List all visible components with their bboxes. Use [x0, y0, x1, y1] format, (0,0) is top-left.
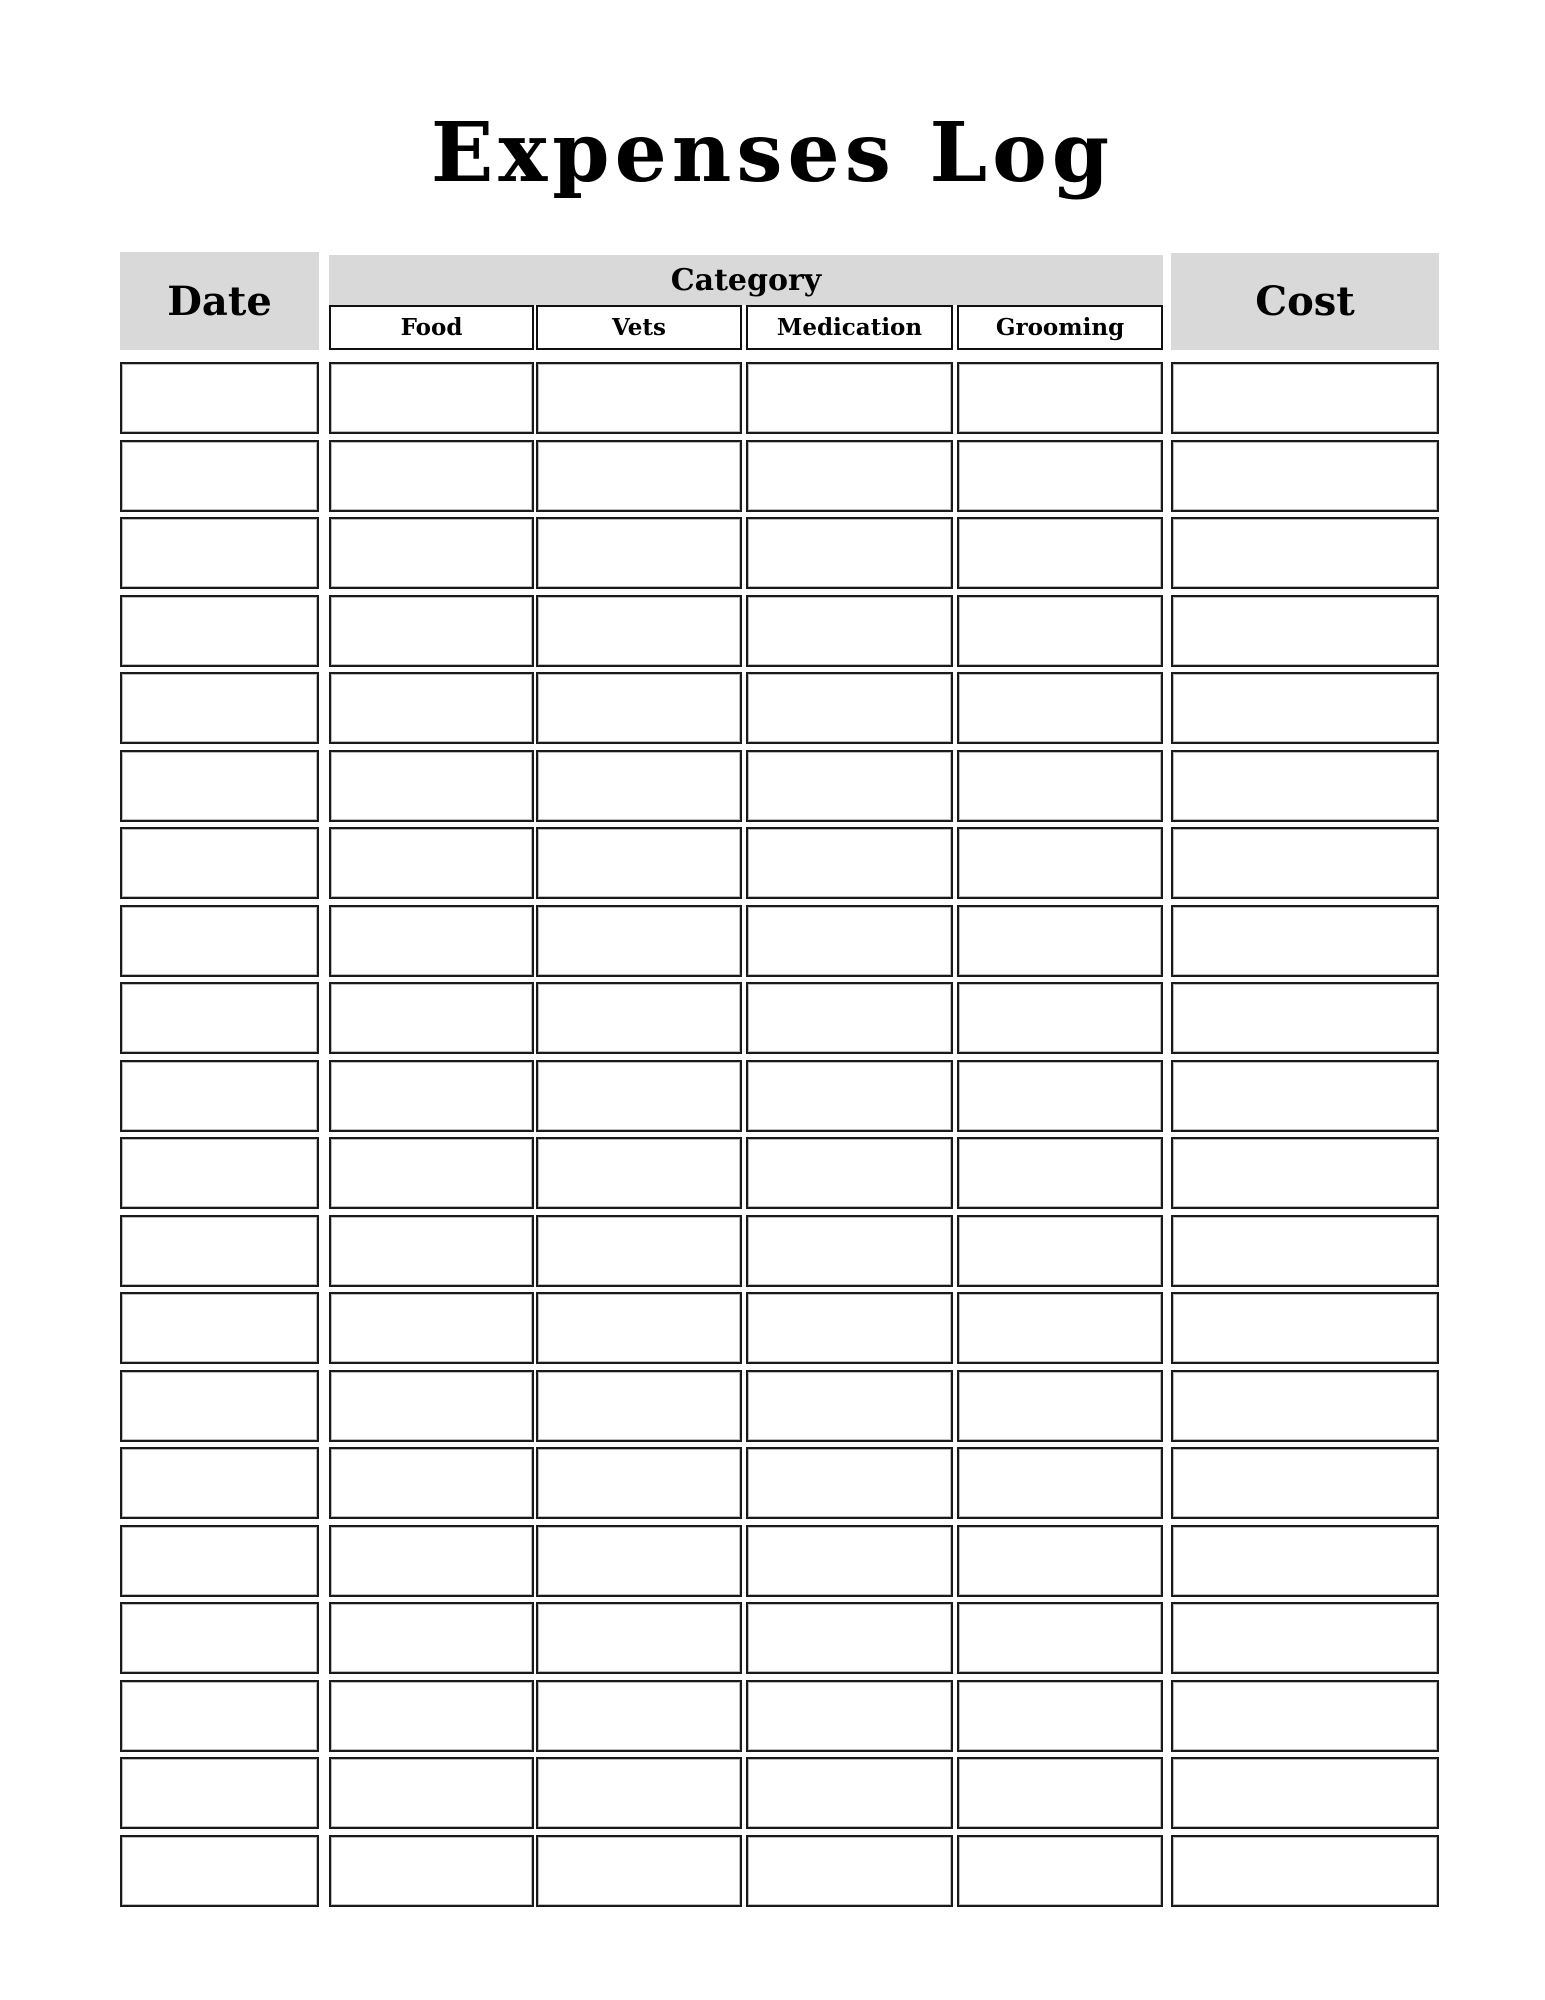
date-entry-cell[interactable]: [120, 1680, 319, 1752]
grooming-entry-cell[interactable]: [957, 982, 1163, 1054]
medication-entry-cell[interactable]: [746, 1757, 953, 1829]
date-entry-cell[interactable]: [120, 982, 319, 1054]
food-entry-cell[interactable]: [329, 1525, 534, 1597]
vets-entry-cell[interactable]: [536, 672, 742, 744]
food-entry-cell[interactable]: [329, 1060, 534, 1132]
food-entry-cell[interactable]: [329, 362, 534, 434]
grooming-entry-cell[interactable]: [957, 1137, 1163, 1209]
cost-entry-cell[interactable]: [1171, 672, 1439, 744]
cost-entry-cell[interactable]: [1171, 1215, 1439, 1287]
grooming-entry-cell[interactable]: [957, 1215, 1163, 1287]
cost-column-header: [1171, 253, 1439, 350]
vets-entry-cell[interactable]: [536, 1292, 742, 1364]
vets-entry-cell[interactable]: [536, 1835, 742, 1907]
date-entry-cell[interactable]: [120, 440, 319, 512]
subheader-medication: [746, 305, 953, 350]
food-entry-cell[interactable]: [329, 1680, 534, 1752]
subheader-food: [329, 305, 534, 350]
date-entry-cell[interactable]: [120, 1137, 319, 1209]
grooming-entry-cell[interactable]: [957, 1292, 1163, 1364]
medication-entry-cell[interactable]: [746, 750, 953, 822]
cost-entry-cell[interactable]: [1171, 982, 1439, 1054]
cost-entry-cell[interactable]: [1171, 517, 1439, 589]
grooming-entry-cell[interactable]: [957, 1757, 1163, 1829]
date-entry-cell[interactable]: [120, 362, 319, 434]
grooming-entry-cell[interactable]: [957, 362, 1163, 434]
medication-entry-cell[interactable]: [746, 595, 953, 667]
vets-entry-cell[interactable]: [536, 362, 742, 434]
cost-entry-cell[interactable]: [1171, 1680, 1439, 1752]
grooming-entry-cell[interactable]: [957, 517, 1163, 589]
cost-entry-cell[interactable]: [1171, 1757, 1439, 1829]
grooming-entry-cell[interactable]: [957, 750, 1163, 822]
date-entry-cell[interactable]: [120, 1525, 319, 1597]
date-entry-cell[interactable]: [120, 827, 319, 899]
food-entry-cell[interactable]: [329, 595, 534, 667]
date-entry-cell[interactable]: [120, 1835, 319, 1907]
vets-entry-cell[interactable]: [536, 1370, 742, 1442]
vets-entry-cell[interactable]: [536, 1137, 742, 1209]
page-title: Expenses Log: [430, 105, 1115, 201]
grooming-entry-cell[interactable]: [957, 1060, 1163, 1132]
date-column-header: [120, 252, 319, 350]
cost-header-label: Cost: [1255, 278, 1355, 325]
grooming-entry-cell[interactable]: [957, 1602, 1163, 1674]
medication-entry-cell[interactable]: [746, 1835, 953, 1907]
food-entry-cell[interactable]: [329, 1757, 534, 1829]
subheader-grooming-label: Grooming: [995, 314, 1125, 341]
vets-entry-cell[interactable]: [536, 517, 742, 589]
medication-entry-cell[interactable]: [746, 827, 953, 899]
cost-entry-cell[interactable]: [1171, 750, 1439, 822]
grooming-entry-cell[interactable]: [957, 905, 1163, 977]
vets-entry-cell[interactable]: [536, 1525, 742, 1597]
medication-entry-cell[interactable]: [746, 440, 953, 512]
food-entry-cell[interactable]: [329, 1292, 534, 1364]
food-entry-cell[interactable]: [329, 517, 534, 589]
vets-entry-cell[interactable]: [536, 595, 742, 667]
food-entry-cell[interactable]: [329, 440, 534, 512]
grooming-entry-cell[interactable]: [957, 827, 1163, 899]
food-entry-cell[interactable]: [329, 672, 534, 744]
date-entry-cell[interactable]: [120, 750, 319, 822]
cost-entry-cell[interactable]: [1171, 827, 1439, 899]
vets-entry-cell[interactable]: [536, 1757, 742, 1829]
date-entry-cell[interactable]: [120, 1757, 319, 1829]
grooming-entry-cell[interactable]: [957, 595, 1163, 667]
food-entry-cell[interactable]: [329, 1215, 534, 1287]
cost-entry-cell[interactable]: [1171, 1602, 1439, 1674]
date-entry-cell[interactable]: [120, 1060, 319, 1132]
medication-entry-cell[interactable]: [746, 1447, 953, 1519]
food-entry-cell[interactable]: [329, 1137, 534, 1209]
food-entry-cell[interactable]: [329, 1447, 534, 1519]
vets-entry-cell[interactable]: [536, 440, 742, 512]
grooming-entry-cell[interactable]: [957, 1680, 1163, 1752]
vets-entry-cell[interactable]: [536, 827, 742, 899]
vets-entry-cell[interactable]: [536, 1447, 742, 1519]
date-entry-cell[interactable]: [120, 1370, 319, 1442]
food-entry-cell[interactable]: [329, 1602, 534, 1674]
food-entry-cell[interactable]: [329, 1835, 534, 1907]
grooming-entry-cell[interactable]: [957, 1525, 1163, 1597]
food-entry-cell[interactable]: [329, 905, 534, 977]
medication-entry-cell[interactable]: [746, 1370, 953, 1442]
date-entry-cell[interactable]: [120, 1292, 319, 1364]
grooming-entry-cell[interactable]: [957, 1447, 1163, 1519]
date-entry-cell[interactable]: [120, 672, 319, 744]
cost-entry-cell[interactable]: [1171, 362, 1439, 434]
cost-entry-cell[interactable]: [1171, 1835, 1439, 1907]
vets-entry-cell[interactable]: [536, 750, 742, 822]
date-entry-cell[interactable]: [120, 1602, 319, 1674]
medication-entry-cell[interactable]: [746, 517, 953, 589]
medication-entry-cell[interactable]: [746, 1137, 953, 1209]
date-entry-cell[interactable]: [120, 905, 319, 977]
medication-entry-cell[interactable]: [746, 1525, 953, 1597]
medication-entry-cell[interactable]: [746, 1292, 953, 1364]
medication-entry-cell[interactable]: [746, 1215, 953, 1287]
vets-entry-cell[interactable]: [536, 905, 742, 977]
grooming-entry-cell[interactable]: [957, 1835, 1163, 1907]
cost-entry-cell[interactable]: [1171, 440, 1439, 512]
medication-entry-cell[interactable]: [746, 362, 953, 434]
date-entry-cell[interactable]: [120, 1447, 319, 1519]
cost-entry-cell[interactable]: [1171, 905, 1439, 977]
cost-entry-cell[interactable]: [1171, 1292, 1439, 1364]
cost-entry-cell[interactable]: [1171, 1137, 1439, 1209]
subheader-food-label: Food: [400, 314, 463, 341]
cost-entry-cell[interactable]: [1171, 1060, 1439, 1132]
medication-entry-cell[interactable]: [746, 1060, 953, 1132]
medication-entry-cell[interactable]: [746, 1680, 953, 1752]
vets-entry-cell[interactable]: [536, 1602, 742, 1674]
subheader-medication-label: Medication: [776, 314, 923, 341]
vets-entry-cell[interactable]: [536, 1215, 742, 1287]
medication-entry-cell[interactable]: [746, 905, 953, 977]
date-entry-cell[interactable]: [120, 1215, 319, 1287]
cost-entry-cell[interactable]: [1171, 1525, 1439, 1597]
cost-entry-cell[interactable]: [1171, 1370, 1439, 1442]
medication-entry-cell[interactable]: [746, 672, 953, 744]
food-entry-cell[interactable]: [329, 1370, 534, 1442]
vets-entry-cell[interactable]: [536, 1060, 742, 1132]
medication-entry-cell[interactable]: [746, 1602, 953, 1674]
cost-entry-cell[interactable]: [1171, 1447, 1439, 1519]
subheader-grooming: [957, 305, 1163, 350]
food-entry-cell[interactable]: [329, 827, 534, 899]
food-entry-cell[interactable]: [329, 982, 534, 1054]
date-header-label: Date: [167, 277, 272, 325]
category-header: [329, 255, 1163, 305]
medication-entry-cell[interactable]: [746, 982, 953, 1054]
grooming-entry-cell[interactable]: [957, 1370, 1163, 1442]
subheader-vets-label: Vets: [612, 314, 666, 341]
grooming-entry-cell[interactable]: [957, 672, 1163, 744]
vets-entry-cell[interactable]: [536, 982, 742, 1054]
vets-entry-cell[interactable]: [536, 1680, 742, 1752]
date-entry-cell[interactable]: [120, 595, 319, 667]
cost-entry-cell[interactable]: [1171, 595, 1439, 667]
date-entry-cell[interactable]: [120, 517, 319, 589]
food-entry-cell[interactable]: [329, 750, 534, 822]
category-header-label: Category: [670, 262, 822, 298]
grooming-entry-cell[interactable]: [957, 440, 1163, 512]
subheader-vets: [536, 305, 742, 350]
